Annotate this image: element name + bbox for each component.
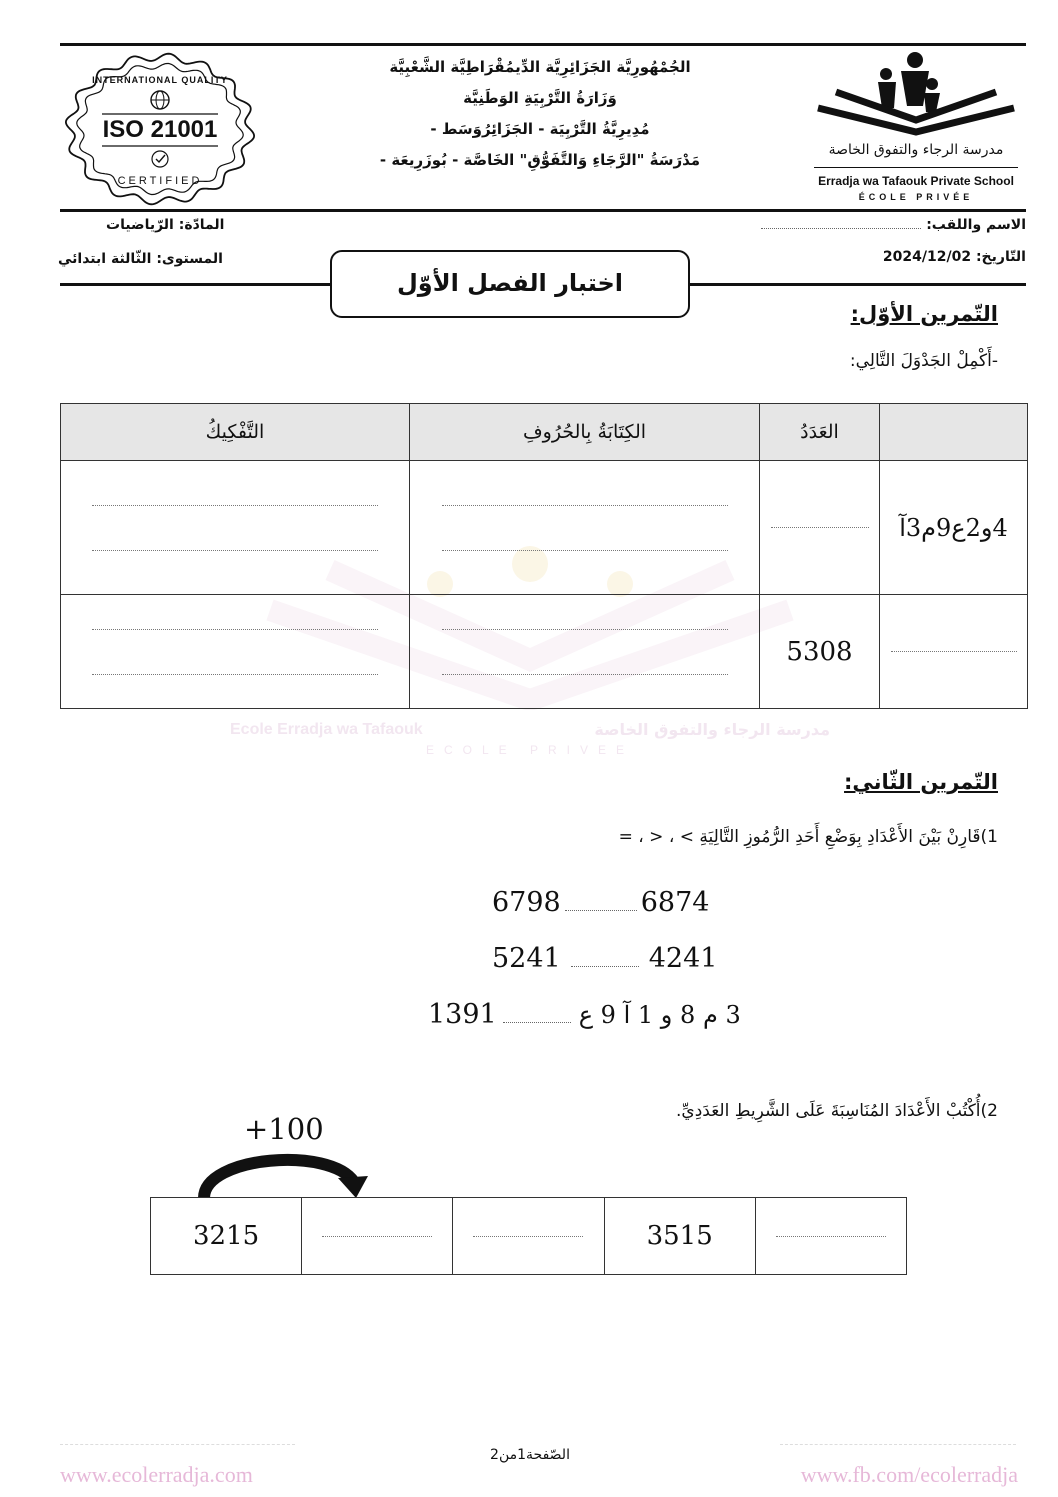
school-logo [806,50,1026,206]
comparison-right: 4241 [648,943,718,974]
comparison-row [492,942,717,976]
iso-top-text: INTERNATIONAL QUALITY [92,75,228,85]
school-logo-arabic: مدرسة الرجاء والتفوق الخاصة [828,142,1004,158]
comparison-row [492,886,709,920]
header-directorate: مُدِيرِيَّةُ التَّرْبِيَة - الجَزَائِرُوَسَط - [430,120,650,138]
comparison-blank[interactable] [571,966,639,967]
number-line-strip [150,1197,907,1275]
name-label: الاسم واللقب: [926,217,1026,233]
header-text [330,52,750,176]
date-label: التّاريخ: [975,249,1026,265]
level-field [58,250,223,268]
iso-main-text: ISO 21001 [102,116,218,143]
cell-expanded-blank[interactable] [880,595,1028,709]
comparison-left: 5241 [492,943,561,974]
footer-rule-left [60,1444,295,1445]
header-cell-decomposition: التَّفْكِيكُ [61,404,410,461]
cell-number: 5308 [760,595,880,709]
exercise1-title: التّمرين الأوّل: [850,302,998,326]
exercise1-instruction: -أَكْمِلْ الجَدْوَلَ التَّالِي: [849,351,998,371]
table-row [61,461,1028,595]
header-school: مَدْرَسَةُ "الرَّجَاءِ وَالتَّفَوُّقِ" الخَاصَّة - بُوزَرِيعَة - [379,151,701,169]
school-logo-french: ÉCOLE PRIVÉE [858,192,974,202]
table-row [61,595,1028,709]
number-line-cell: 3215 [151,1198,302,1275]
iso-badge [62,50,258,208]
title-rule-right [688,283,1026,286]
cell-words-blank[interactable] [410,461,760,595]
cell-decomposition-blank[interactable] [61,595,410,709]
watermark-arabic: مدرسة الرجاء والتفوق الخاصة [594,720,830,739]
school-logo-icon [806,50,1026,138]
header-cell-words: الكِتَابَةُ بِالحُرُوفِ [410,404,760,461]
subject-label: المادّة: [178,217,225,233]
level-label: المستوى: [156,251,223,267]
footer-rule-right [780,1444,1016,1445]
exercise2-q2-instruction: 2)أُكْتُبْ الأَعْدَادَ المُنَاسِبَةَ عَلَى الشَّرِيطِ العَدَدِيِّ. [676,1101,998,1121]
comparison-blank[interactable] [565,910,637,911]
footer-website-link[interactable]: www.ecolerradja.com [60,1462,253,1487]
level-value: الثّالثة ابتدائي [58,251,152,267]
school-logo-english: Erradja wa Tafaouk Private School [818,174,1014,188]
number-line-blank[interactable] [755,1198,906,1275]
name-field[interactable] [761,216,1026,234]
cell-decomposition-blank[interactable] [61,461,410,595]
header-bottom-rule [60,209,1026,212]
watermark [230,720,830,760]
exercise2-q1-instruction: 1)قَارِنْ بَيْنَ الأَعْدَادِ بِوَضْعِ أَحَدِ الرُّمُوزِ التَّالِيَةِ > ، < ، = [618,827,998,847]
watermark-sub: ECOLE PRIVEE [425,743,635,757]
exam-title: اختبار الفصل الأوّل [330,250,690,318]
watermark-latin: Ecole Erradja wa Tafaouk [230,721,423,738]
jump-arrow-icon [190,1146,380,1198]
cell-expanded: 4و2ع9م3آ [880,461,1028,595]
cell-number-blank[interactable] [760,461,880,595]
header-ministry: وَزَارَةُ التَّرْبِيَةِ الوَطَنِيَّة [463,89,617,107]
exercise2-title: التّمرين الثّاني: [844,770,998,794]
comparison-row [414,998,741,1032]
subject-value: الرّياضيات [106,217,174,233]
page-number: الصّفحة1من2 [490,1447,570,1463]
header-cell-empty [880,404,1028,461]
title-rule-left [60,283,332,286]
footer-facebook-link[interactable]: www.fb.com/ecolerradja [800,1462,1018,1487]
header-republic: الجُمْهُورِيَّة الجَزَائِرِيَّة الدِّيمُقْرَاطِيَّة الشَّعْبِيَّة [389,58,691,76]
header-cell-number: العَدَدُ [760,404,880,461]
comparison-left: 3 م 8 و 1 آ 9 ع [578,1001,741,1029]
header-top-rule [60,43,1026,46]
iso-bottom-text: CERTIFIED [117,175,203,187]
comparison-blank[interactable] [503,1022,571,1023]
exercise1-table [60,403,1028,709]
jump-label: +100 [244,1112,324,1146]
date-value: 2024/12/02 [882,249,972,265]
number-line-blank[interactable] [302,1198,453,1275]
comparison-left: 6798 [492,887,561,918]
date-field [883,248,1026,266]
table-header-row [61,404,1028,461]
subject-field [106,216,224,234]
name-blank[interactable] [761,228,921,229]
comparison-right: 6874 [640,887,710,918]
logo-divider [814,167,1018,168]
number-line-cell: 3515 [604,1198,755,1275]
cell-words-blank[interactable] [410,595,760,709]
number-line-blank[interactable] [453,1198,604,1275]
comparison-right: 1391 [428,999,497,1030]
